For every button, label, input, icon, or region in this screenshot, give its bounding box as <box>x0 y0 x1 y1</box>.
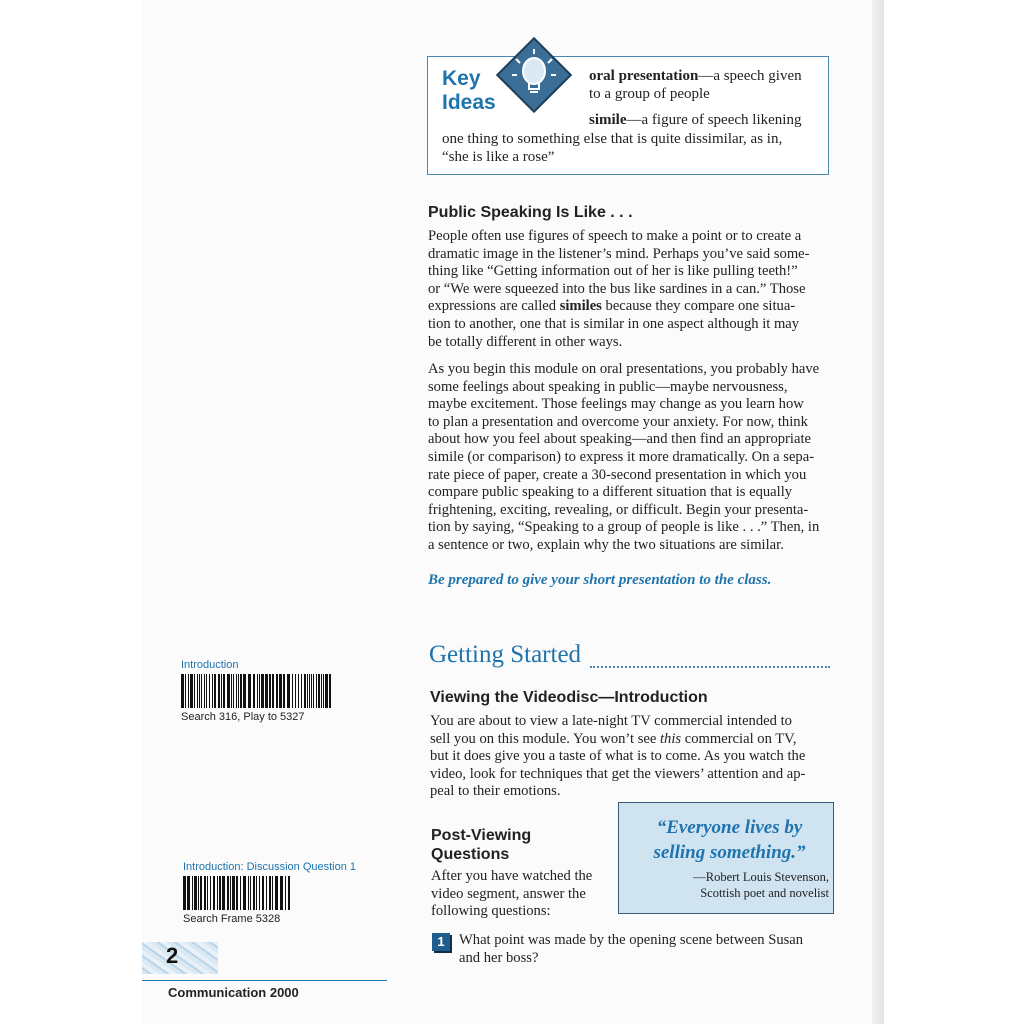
barcode1-caption: Search 316, Play to 5327 <box>181 711 305 723</box>
barcode-bar <box>200 876 202 910</box>
barcode-bar <box>233 674 234 708</box>
barcode-bar <box>197 674 198 708</box>
barcode-bar <box>272 674 274 708</box>
barcode-bar <box>259 674 260 708</box>
barcode-bar <box>298 674 299 708</box>
paragraph-similes <box>428 228 838 351</box>
barcode-bar <box>223 674 225 708</box>
text-line: After you have watched the <box>431 868 593 884</box>
barcode-bar <box>207 876 208 910</box>
quote-author <box>639 869 829 901</box>
text-line: a sentence or two, explain why the two situations are similar. <box>428 536 784 553</box>
barcode-bar <box>248 876 249 910</box>
barcode-bar <box>288 876 290 910</box>
barcode-bar <box>236 876 238 910</box>
barcode-bar <box>272 876 273 910</box>
text-span: expressions are called <box>428 298 560 315</box>
barcode-bar <box>323 674 324 708</box>
barcode-bar <box>188 674 189 708</box>
barcode2-label: Introduction: Discussion Question 1 <box>183 861 357 873</box>
barcode-1[interactable] <box>181 674 333 708</box>
barcode-bar <box>181 674 184 708</box>
barcode-bar <box>206 674 207 708</box>
barcode-bar <box>283 674 285 708</box>
text-line: rate piece of paper, create a 30-second presentation in which you <box>428 466 807 483</box>
heading-line: Questions <box>431 846 510 863</box>
text-line: and her boss? <box>459 949 539 966</box>
barcode-bar <box>227 876 229 910</box>
barcode-bar <box>262 876 264 910</box>
def1-rest: —a speech given <box>698 68 802 84</box>
paragraph-post-viewing <box>431 868 621 921</box>
barcode-bar <box>198 876 199 910</box>
barcode-bar <box>311 674 312 708</box>
barcode-bar <box>185 674 186 708</box>
text-line: some feelings about speaking in public—maybe nervousness, <box>428 378 788 395</box>
text-line: following questions: <box>431 903 551 920</box>
text-line: or “We were squeezed into the bus like sardines in a can.” Those <box>428 280 806 297</box>
barcode-bar <box>232 876 235 910</box>
barcode-bar <box>321 674 322 708</box>
text-line: simile (or comparison) to express it more dramatically. On a sepa- <box>428 448 815 465</box>
question-number-badge: 1 <box>432 933 450 951</box>
barcode-bar <box>194 876 197 910</box>
page-edge <box>872 0 884 1024</box>
barcode-bar <box>219 876 221 910</box>
barcode2-caption: Search Frame 5328 <box>183 913 281 925</box>
barcode-bar <box>269 876 271 910</box>
barcode-2[interactable] <box>183 876 293 910</box>
text-line: video, look for techniques that get the viewers’ attention and ap- <box>430 765 806 782</box>
question-1-text <box>459 932 839 967</box>
barcode-bar <box>248 674 251 708</box>
key-ideas-box <box>427 56 829 175</box>
barcode-bar <box>210 876 211 910</box>
barcode-bar <box>318 674 320 708</box>
barcode-bar <box>187 876 190 910</box>
barcode-bar <box>231 674 232 708</box>
text-span: because they compare one situa- <box>601 298 796 315</box>
barcode-bar <box>307 674 308 708</box>
barcode-bar <box>236 674 237 708</box>
page-number-background <box>142 942 218 974</box>
quote-text: “Everyone lives by selling something.” <box>653 817 806 863</box>
heading-post-viewing <box>431 826 531 864</box>
text-line: dramatic image in the listener’s mind. Perhaps you’ve said some- <box>428 245 810 262</box>
barcode-bar <box>212 674 213 708</box>
barcode-bar <box>316 674 317 708</box>
key-ideas-title-line1: Key <box>442 67 481 90</box>
barcode-bar <box>217 876 218 910</box>
barcode-bar <box>275 876 278 910</box>
text-line <box>428 298 838 316</box>
barcode-bar <box>230 876 231 910</box>
barcode-bar <box>256 876 257 910</box>
barcode-bar <box>309 674 310 708</box>
paragraph-assignment <box>428 361 838 555</box>
footer-rule <box>142 980 387 981</box>
text-line: video segment, answer the <box>431 885 586 902</box>
section-title-getting-started: Getting Started <box>429 641 582 668</box>
barcode-bar <box>269 674 271 708</box>
bold-term-similes: similes <box>559 298 602 315</box>
text-line: What point was made by the opening scene between Susan <box>459 932 804 948</box>
def2-term: simile <box>589 112 627 128</box>
barcode-bar <box>214 674 216 708</box>
dotted-divider <box>590 664 830 668</box>
barcode-bar <box>221 674 222 708</box>
paragraph-viewing <box>430 713 840 801</box>
lightbulb-icon <box>494 35 574 115</box>
italic-this: this <box>660 730 682 747</box>
barcode-bar <box>199 674 200 708</box>
text-span: commercial on TV, <box>681 730 797 747</box>
barcode-bar <box>183 876 186 910</box>
barcode-bar <box>253 674 255 708</box>
barcode-bar <box>204 674 205 708</box>
barcode-bar <box>265 674 268 708</box>
barcode-bar <box>227 674 230 708</box>
barcode-bar <box>292 674 293 708</box>
barcode-bar <box>204 876 206 910</box>
barcode-bar <box>261 674 264 708</box>
text-line: frightening, exciting, revealing, or difficult. Begin your presenta- <box>428 501 809 518</box>
key-ideas-title-line2: Ideas <box>442 91 496 114</box>
barcode-bar <box>250 876 251 910</box>
barcode-bar <box>276 674 278 708</box>
text-line: People often use figures of speech to make a point or to create a <box>428 228 802 244</box>
text-line: thing like “Getting information out of her is like pulling teeth!” <box>428 263 798 280</box>
barcode-bar <box>301 674 302 708</box>
text-line: As you begin this module on oral presentations, you probably have <box>428 361 820 377</box>
def2-rest: —a figure of speech likening <box>626 112 802 128</box>
page-number: 2 <box>166 943 179 968</box>
barcode-bar <box>280 876 283 910</box>
barcode-bar <box>213 876 215 910</box>
barcode-bar <box>329 674 331 708</box>
def-simile <box>589 111 801 129</box>
text-line: to plan a presentation and overcome your anxiety. For now, think <box>428 413 808 430</box>
barcode-bar <box>240 674 242 708</box>
text-line <box>430 731 840 749</box>
barcode1-label: Introduction <box>181 659 239 671</box>
barcode-bar <box>192 876 193 910</box>
def2-line3: “she is like a rose” <box>442 149 555 165</box>
text-line: about how you feel about speaking—and then find an appropriate <box>428 431 811 448</box>
author-line: Scottish poet and novelist <box>700 886 829 900</box>
barcode-bar <box>253 876 255 910</box>
barcode-bar <box>240 876 241 910</box>
barcode-bar <box>325 674 328 708</box>
emphasis-instruction: Be prepared to give your short presentation to the class. <box>428 572 772 588</box>
barcode-bar <box>257 674 258 708</box>
text-line: maybe excitement. Those feelings may change as you learn how <box>428 396 804 413</box>
author-line: —Robert Louis Stevenson, <box>693 870 829 884</box>
barcode-bar <box>259 876 260 910</box>
quote-box <box>618 802 834 914</box>
barcode-bar <box>313 674 314 708</box>
barcode-bar <box>190 674 193 708</box>
barcode-bar <box>243 674 246 708</box>
def-oral-presentation <box>589 67 802 103</box>
text-line: You are about to view a late-night TV commercial intended to <box>430 713 792 729</box>
section-heading-public-speaking: Public Speaking Is Like . . . <box>428 204 633 221</box>
barcode-bar <box>222 876 225 910</box>
heading-viewing-videodisc: Viewing the Videodisc—Introduction <box>430 689 708 706</box>
barcode-bar <box>279 674 282 708</box>
def-simile-continued <box>442 130 782 166</box>
key-ideas-title <box>442 67 496 115</box>
barcode-bar <box>295 674 296 708</box>
barcode-bar <box>243 876 246 910</box>
text-line: but it does give you a taste of what is to come. As you watch the <box>430 748 806 765</box>
def1-line2: to a group of people <box>589 86 710 102</box>
barcode-bar <box>266 876 267 910</box>
def1-term: oral presentation <box>589 68 699 84</box>
barcode-bar <box>304 674 306 708</box>
barcode-bar <box>201 674 202 708</box>
barcode-bar <box>238 674 239 708</box>
barcode-bar <box>209 674 210 708</box>
barcode-bar <box>287 674 290 708</box>
footer-book-title: Communication 2000 <box>168 985 299 1000</box>
heading-line: Post-Viewing <box>431 827 532 844</box>
barcode-bar <box>285 876 286 910</box>
text-span: sell you on this module. You won’t see <box>430 730 660 747</box>
barcode-bar <box>218 674 220 708</box>
text-line: tion to another, one that is similar in one aspect although it may <box>428 315 800 332</box>
def2-line2: one thing to something else that is quite dissimilar, as in, <box>442 131 783 147</box>
text-line: peal to their emotions. <box>430 783 561 800</box>
barcode-bar <box>194 674 195 708</box>
text-line: be totally different in other ways. <box>428 333 623 350</box>
text-line: tion by saying, “Speaking to a group of people is like . . .” Then, in <box>428 519 820 536</box>
text-line: compare public speaking to a different situation that is equally <box>428 484 793 501</box>
